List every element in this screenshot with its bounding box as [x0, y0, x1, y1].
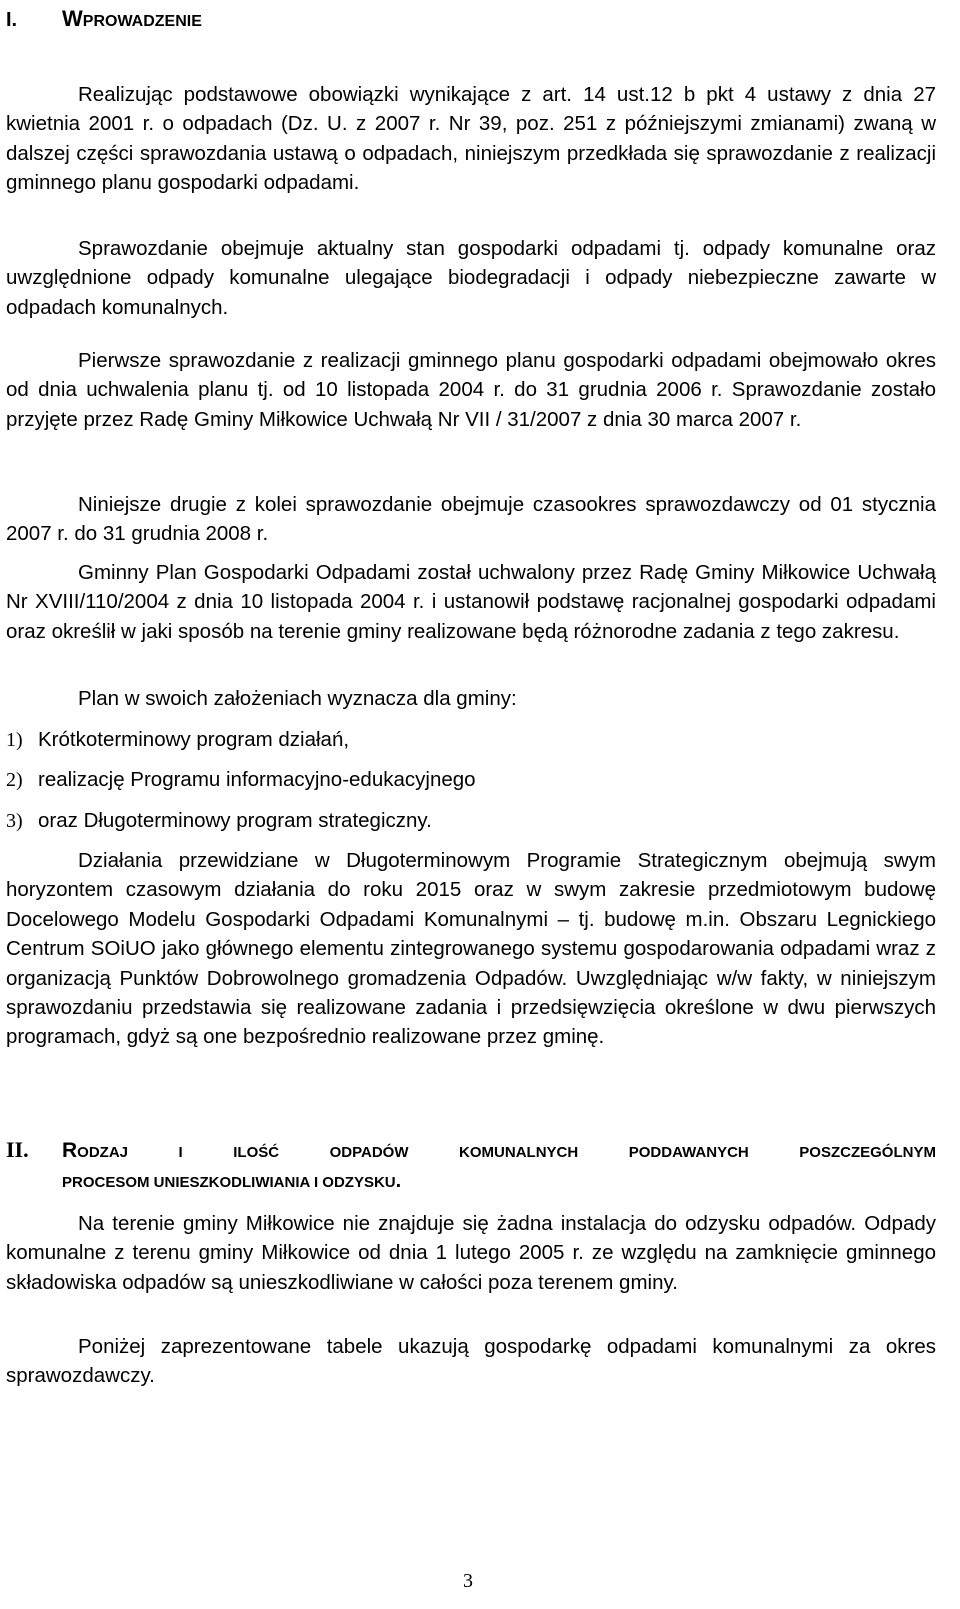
section-title-initial: R: [62, 1139, 78, 1162]
section-heading-waste-types: [6, 1136, 936, 1197]
section-title-word: KOMUNALNYCH: [459, 1144, 579, 1161]
page-number: 3: [463, 1570, 473, 1592]
section-title-initial: W: [62, 6, 83, 31]
section-title-rest: PROWADZENIE: [82, 13, 202, 30]
paragraph-second-report: Niniejsze drugie z kolei sprawozdanie obejmuje czasookres sprawozdawczy od 01 stycznia 2007 r. do 31 grudnia 2008 r.: [6, 493, 936, 546]
section-title-period: .: [395, 1170, 402, 1192]
paragraph-legal-basis: Realizując podstawowe obowiązki wynikające z art. 14 ust.12 b pkt 4 ustawy z dnia 27 kwietnia 2001 r. o odpadach (Dz. U. z 2007 r. Nr 39, poz. 251 z późniejszymi zmianami) zwaną w dalszej części sprawozdania ustawą o odpadach, niniejszym przedkłada się sprawozdanie z realizacji gminnego planu gospodarki odpadami.: [6, 83, 936, 195]
list-item: [6, 725, 349, 755]
paragraph-plan-adopted: Gminny Plan Gospodarki Odpadami został uchwalony przez Radę Gminy Miłkowice Uchwałą Nr XVIII/110/2004 z dnia 10 listopada 2004 r. i ustanowił podstawę racjonalnej gospodarki odpadami oraz określił w jaki sposób na terenie gminy realizowane będą różnorodne zadania z tego zakresu.: [6, 561, 936, 643]
list-marker: 2): [6, 769, 23, 791]
section-heading-introduction: [6, 6, 202, 32]
paragraph-no-recovery-installation: Na terenie gminy Miłkowice nie znajduje się żadna instalacja do odzysku odpadów. Odpady komunalne z terenu gminy Miłkowice od dnia 1 lutego 2005 r. ze względu na zamknięcie gminnego składowiska odpadów są unieszkodliwiane w całości poza terenem gminy.: [6, 1212, 936, 1294]
list-item-text: Krótkoterminowy program działań,: [38, 728, 350, 751]
paragraph-long-term-program: Działania przewidziane w Długoterminowym Programie Strategicznym obejmują swym horyzontem czasowym działania do roku 2015 oraz w swym zakresie przedmiotowym budowę Docelowego Modelu Gospodarki Odpadami Komunalnymi – tj. budowę m.in. Obszaru Legnickiego Centrum SOiUO jako głównego elementu zintegrowanego systemu gospodarowania odpadami wraz z organizacją Punktów Dobrowolnego gromadzenia Odpadów. Uwzględniając w/w fakty, w niniejszym sprawozdaniu przedstawia się realizowane zadania i przedsięwzięcia określone w dwu pierwszych programach, gdyż są one bezpośrednio realizowane przez gminę.: [6, 849, 936, 1049]
paragraph-tables-intro: Poniżej zaprezentowane tabele ukazują gospodarkę odpadami komunalnymi za okres sprawozdawczy.: [6, 1335, 936, 1388]
section-number: II.: [6, 1137, 29, 1162]
list-item: [6, 765, 476, 795]
section-number: I.: [6, 9, 18, 31]
section-heading-start: [6, 1136, 128, 1167]
list-marker: 1): [6, 729, 23, 751]
section-title-word: ILOŚĆ: [233, 1144, 280, 1161]
paragraph-plan-assumptions: Plan w swoich założeniach wyznacza dla gminy:: [78, 687, 517, 710]
section-title-word: I: [178, 1144, 183, 1161]
paragraph-scope: Sprawozdanie obejmuje aktualny stan gospodarki odpadami tj. odpady komunalne oraz uwzględnione odpady komunalne ulegające biodegradacji i odpady niebezpieczne zawarte w odpadach komunalnych.: [6, 237, 936, 319]
section-title-word: PODDAWANYCH: [628, 1144, 749, 1161]
section-title-word: ODPADÓW: [329, 1144, 409, 1161]
section-heading-line1: [6, 1136, 936, 1167]
section-title-word: POSZCZEGÓLNYM: [799, 1144, 936, 1161]
list-item-text: oraz Długoterminowy program strategiczny.: [38, 809, 432, 832]
list-item-text: realizację Programu informacyjno-edukacyjnego: [38, 768, 476, 791]
section-heading-line2: [6, 1167, 936, 1197]
list-marker: 3): [6, 810, 23, 832]
section-title-word: ODZAJ: [77, 1144, 129, 1161]
section-title-continuation: PROCESOM UNIESZKODLIWIANIA I ODZYSKU: [62, 1174, 396, 1191]
paragraph-first-report: Pierwsze sprawozdanie z realizacji gminnego planu gospodarki odpadami obejmowało okres od dnia uchwalenia planu tj. od 10 listopada 2004 r. do 31 grudnia 2006 r. Sprawozdanie zostało przyjęte przez Radę Gminy Miłkowice Uchwałą Nr VII / 31/2007 z dnia 30 marca 2007 r.: [6, 349, 936, 431]
list-item: [6, 806, 432, 836]
